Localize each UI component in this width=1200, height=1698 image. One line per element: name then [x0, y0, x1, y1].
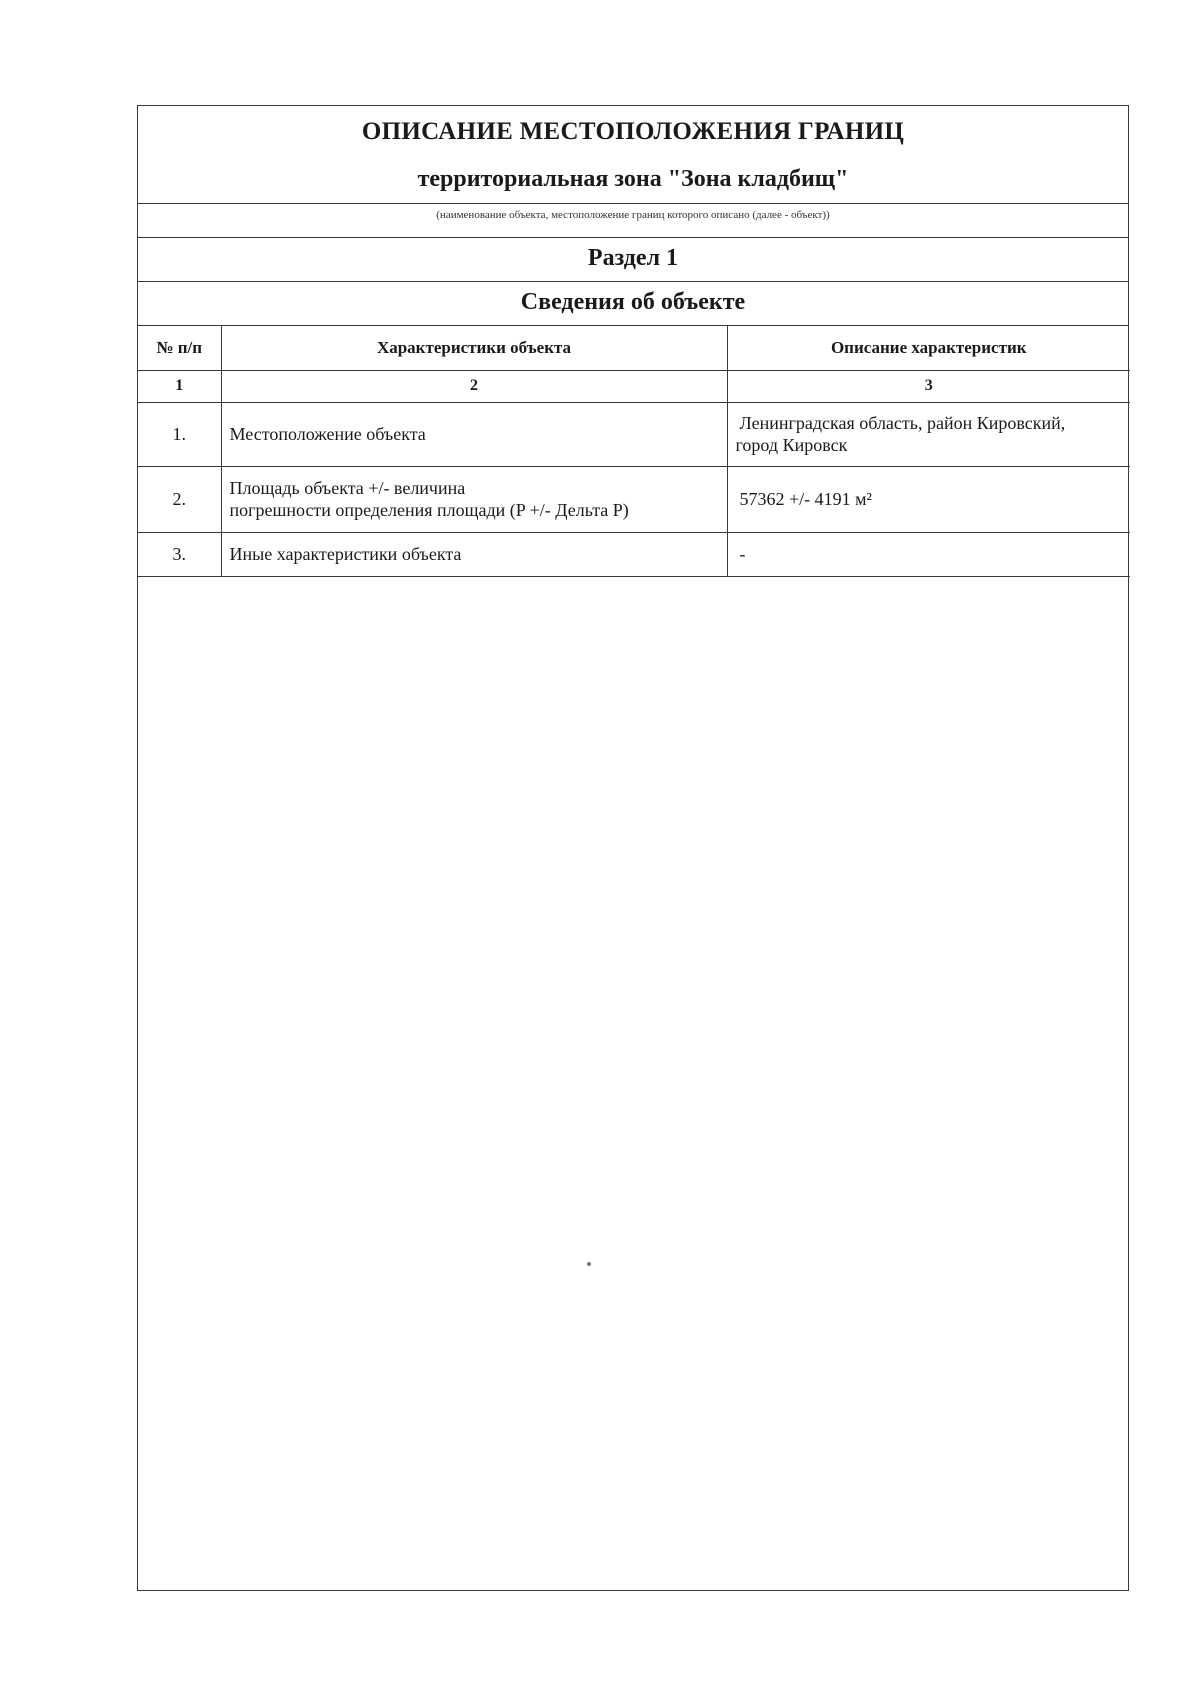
table-header-row	[138, 326, 1130, 370]
row-description	[727, 402, 1130, 466]
scan-speck	[587, 1262, 591, 1266]
row-number: 2.	[138, 466, 221, 532]
column-number: 3	[727, 370, 1130, 402]
object-caption: (наименование объекта, местоположение границ которого описано (далее - объект))	[436, 209, 830, 221]
row-description: -	[727, 532, 1130, 576]
section-title: Сведения об объекте	[520, 289, 746, 315]
column-number: 1	[138, 370, 221, 402]
header-num: № п/п	[138, 326, 221, 370]
characteristics-table	[138, 326, 1130, 577]
characteristic-line: Площадь объекта +/- величина	[229, 478, 466, 498]
info-row	[138, 282, 1128, 326]
column-number: 2	[221, 370, 727, 402]
row-number: 1.	[138, 402, 221, 466]
document-title: ОПИСАНИЕ МЕСТОПОЛОЖЕНИЯ ГРАНИЦ	[361, 118, 905, 145]
title-block	[138, 106, 1128, 204]
row-number: 3.	[138, 532, 221, 576]
section-row	[138, 238, 1128, 282]
description-line: Ленинградская область, район Кировский,	[739, 413, 1066, 433]
description-line: город Кировск	[735, 435, 848, 455]
document-frame	[137, 105, 1129, 1591]
row-characteristic: Местоположение объекта	[221, 402, 727, 466]
row-characteristic: Иные характеристики объекта	[221, 532, 727, 576]
caption-row	[138, 204, 1128, 238]
table-row	[138, 532, 1130, 576]
row-characteristic	[221, 466, 727, 532]
section-heading: Раздел 1	[587, 245, 679, 271]
table-row	[138, 466, 1130, 532]
object-name: территориальная зона "Зона кладбищ"	[417, 166, 849, 192]
table-row	[138, 402, 1130, 466]
column-number-row	[138, 370, 1130, 402]
header-description: Описание характеристик	[727, 326, 1130, 370]
characteristic-line: погрешности определения площади (P +/- Дельта P)	[229, 500, 629, 520]
header-characteristic: Характеристики объекта	[221, 326, 727, 370]
row-description: 57362 +/- 4191 м²	[727, 466, 1130, 532]
